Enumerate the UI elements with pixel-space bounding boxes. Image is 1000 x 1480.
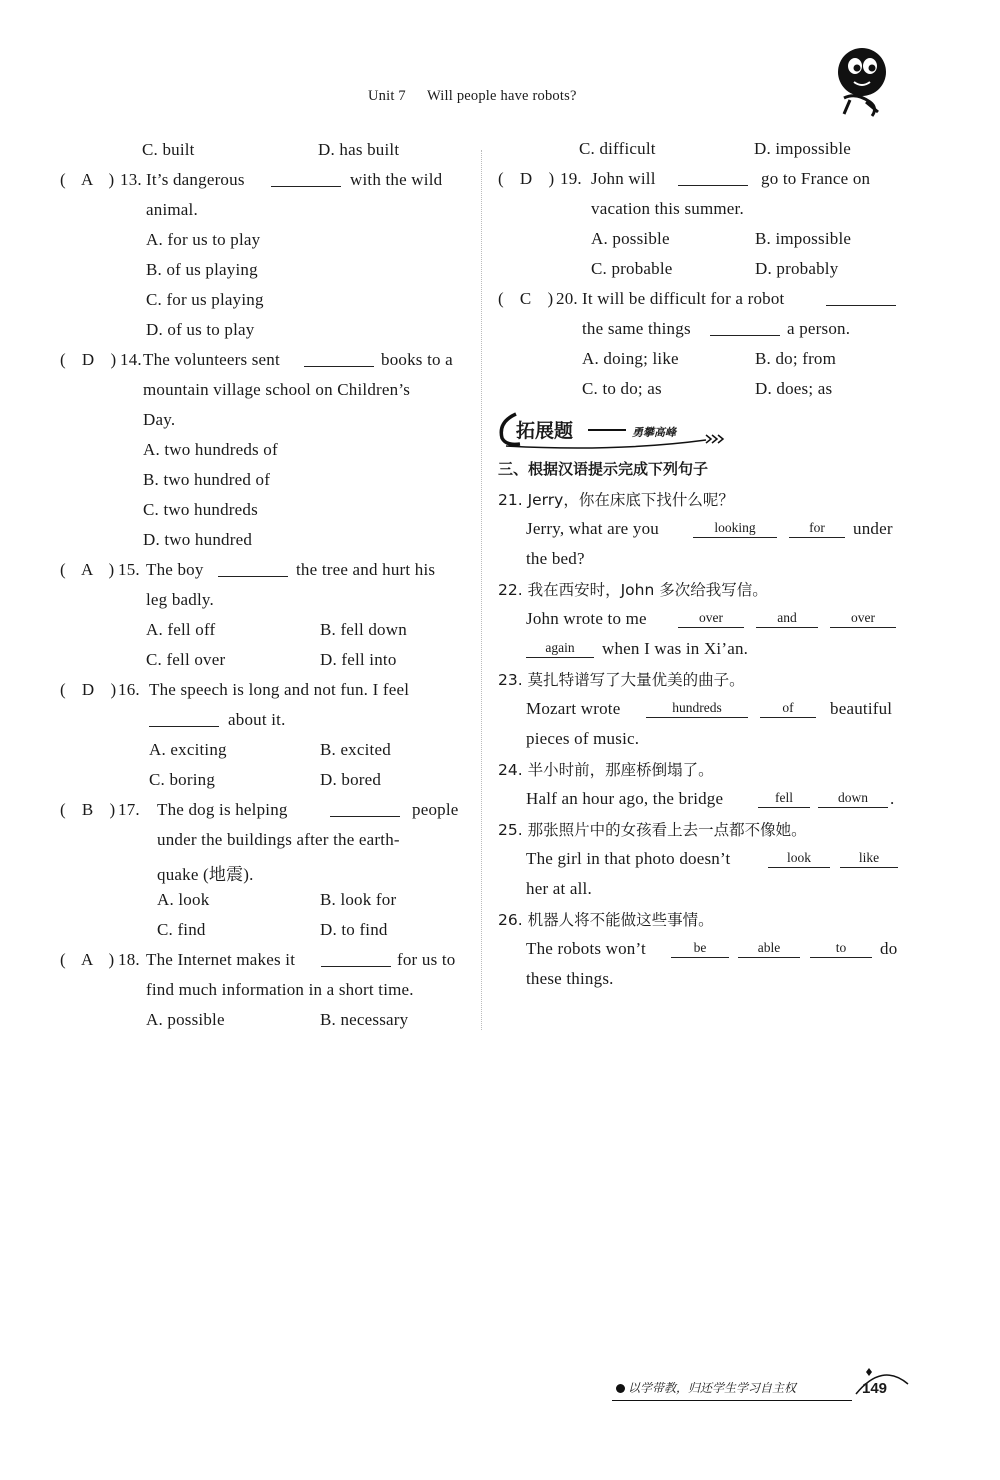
q16-text-b: about it. — [228, 710, 286, 729]
q21-fill-2: for — [789, 519, 845, 538]
q19-option-d: D. probably — [755, 259, 839, 278]
q17-answer: ( B ) — [60, 800, 122, 819]
q25-fill-1: look — [768, 849, 830, 868]
column-divider — [481, 150, 482, 1030]
q24-text-a: Half an hour ago, the bridge — [526, 789, 724, 808]
q19-text-c: vacation this summer. — [591, 199, 744, 218]
q18-option-a: A. possible — [146, 1010, 225, 1029]
q19-option-a: A. possible — [591, 229, 670, 248]
q19-text-b: go to France on — [761, 169, 871, 188]
q20-option-a: A. doing; like — [582, 349, 679, 368]
q13-text-a: It’s dangerous — [146, 170, 245, 189]
q14-option-a: A. two hundreds of — [143, 440, 278, 459]
q16-blank — [149, 712, 219, 727]
q20-option-b: B. do; from — [755, 349, 837, 368]
q23-text-b: beautiful — [830, 699, 893, 718]
q26-text-b: do — [880, 939, 898, 958]
q21-fill-1: looking — [693, 519, 777, 538]
q14-text-d: Day. — [143, 410, 176, 429]
section-heading: 三、根据汉语提示完成下列句子 — [498, 460, 709, 478]
q18-number: 18. — [118, 950, 140, 969]
bullet-icon — [616, 1384, 625, 1393]
q17-blank — [330, 802, 400, 817]
q15-text-b: the tree and hurt his — [296, 560, 436, 579]
q24-text-b: . — [890, 789, 895, 808]
q14-option-c: C. two hundreds — [143, 500, 258, 519]
q20-text-a: It will be difficult for a robot — [582, 289, 785, 308]
q13-number: 13. — [120, 170, 142, 189]
q23-chinese: 23. 莫扎特谱写了大量优美的曲子。 — [498, 671, 745, 689]
q17-text-a: The dog is helping — [157, 800, 288, 819]
q14-text-c: mountain village school on Children’s — [143, 380, 411, 399]
q14-text-b: books to a — [381, 350, 453, 369]
q22-fill-4: again — [526, 639, 594, 658]
q24-fill-1: fell — [758, 789, 810, 808]
q20-text-b: the same things — [582, 319, 691, 338]
q14-number: 14. — [120, 350, 142, 369]
q14-text-a: The volunteers sent — [143, 350, 280, 369]
q22-fill-3: over — [830, 609, 896, 628]
q18-text-b: for us to — [397, 950, 456, 969]
q15-option-b: B. fell down — [320, 620, 407, 639]
q26-fill-1: be — [671, 939, 729, 958]
q18-text-c: find much information in a short time. — [146, 980, 414, 999]
q16-answer: ( D ) — [60, 680, 123, 699]
q26-fill-2: able — [738, 939, 800, 958]
q16-option-b: B. excited — [320, 740, 391, 759]
q15-text-c: leg badly. — [146, 590, 214, 609]
q13-answer: ( A ) — [60, 170, 121, 189]
q17-text-b: people — [412, 800, 459, 819]
q13-text-b: with the wild — [350, 170, 443, 189]
q14-blank — [304, 352, 374, 367]
q12-option-d: D. has built — [318, 140, 400, 159]
q26-text-c: these things. — [526, 969, 614, 988]
q18-answer: ( A ) — [60, 950, 121, 969]
q15-text-a: The boy — [146, 560, 204, 579]
q18-option-b: B. necessary — [320, 1010, 409, 1029]
q17-text-c: under the buildings after the earth- — [157, 830, 400, 849]
q15-blank — [218, 562, 288, 577]
q15-number: 15. — [118, 560, 140, 579]
q25-fill-2: like — [840, 849, 898, 868]
q15-option-d: D. fell into — [320, 650, 397, 669]
q20-blank-1 — [826, 291, 896, 306]
q19-option-b: B. impossible — [755, 229, 852, 248]
q13-option-c: C. for us playing — [146, 290, 264, 309]
unit-label: Unit 7 — [368, 88, 406, 104]
q16-option-d: D. bored — [320, 770, 382, 789]
q19-option-c: C. probable — [591, 259, 673, 278]
q13-option-d: D. of us to play — [146, 320, 255, 339]
q24-fill-2: down — [818, 789, 888, 808]
q25-text-a: The girl in that photo doesn’t — [526, 849, 731, 868]
q17-option-b: B. look for — [320, 890, 397, 909]
q25-chinese: 25. 那张照片中的女孩看上去一点都不像她。 — [498, 821, 807, 839]
q18-option-d: D. impossible — [754, 139, 852, 158]
q14-option-d: D. two hundred — [143, 530, 253, 549]
q16-option-a: A. exciting — [149, 740, 227, 759]
q16-text-a: The speech is long and not fun. I feel — [149, 680, 410, 699]
q20-option-d: D. does; as — [755, 379, 833, 398]
q22-fill-1: over — [678, 609, 744, 628]
q15-option-c: C. fell over — [146, 650, 226, 669]
q23-fill-2: of — [760, 699, 816, 718]
q23-fill-1: hundreds — [646, 699, 748, 718]
q19-text-a: John will — [591, 169, 656, 188]
q22-text-a: John wrote to me — [526, 609, 647, 628]
q25-text-c: her at all. — [526, 879, 592, 898]
q21-text-c: the bed? — [526, 549, 585, 568]
q13-blank — [271, 172, 341, 187]
q15-answer: ( A ) — [60, 560, 121, 579]
q20-number: 20. — [556, 289, 578, 308]
q26-text-a: The robots won’t — [526, 939, 646, 958]
q18-blank — [321, 952, 391, 967]
q21-text-b: under — [853, 519, 893, 538]
q19-answer: ( D ) — [498, 169, 561, 188]
q17-text-d: quake (地震). — [157, 865, 254, 884]
q12-option-c: C. built — [142, 140, 195, 159]
q21-chinese: 21. Jerry，你在床底下找什么呢？ — [498, 491, 734, 509]
q26-fill-3: to — [810, 939, 872, 958]
footer-rule — [612, 1400, 852, 1401]
q23-text-c: pieces of music. — [526, 729, 640, 748]
q13-option-a: A. for us to play — [146, 230, 261, 249]
footer-slogan: 以学带教，归还学生学习自主权 — [628, 1381, 797, 1395]
q17-option-c: C. find — [157, 920, 206, 939]
q22-text-b: when I was in Xi’an. — [602, 639, 749, 658]
q22-chinese: 22. 我在西安时，John 多次给我写信。 — [498, 581, 768, 599]
unit-title: Will people have robots? — [427, 88, 577, 104]
q20-option-c: C. to do; as — [582, 379, 662, 398]
q17-number: 17. — [118, 800, 140, 819]
banner-title: 拓展题 — [516, 420, 574, 442]
q17-option-a: A. look — [157, 890, 210, 909]
q21-text-a: Jerry, what are you — [526, 519, 659, 538]
q23-text-a: Mozart wrote — [526, 699, 621, 718]
q13-option-b: B. of us playing — [146, 260, 258, 279]
q24-chinese: 24. 半小时前，那座桥倒塌了。 — [498, 761, 714, 779]
q22-fill-2: and — [756, 609, 818, 628]
q15-option-a: A. fell off — [146, 620, 216, 639]
page-number: 149 — [862, 1380, 888, 1397]
q14-option-b: B. two hundred of — [143, 470, 271, 489]
q16-option-c: C. boring — [149, 770, 216, 789]
q20-text-c: a person. — [787, 319, 851, 338]
banner-subtitle: 勇攀高峰 — [632, 426, 676, 439]
q18-option-c: C. difficult — [579, 139, 656, 158]
q16-number: 16. — [118, 680, 140, 699]
q18-text-a: The Internet makes it — [146, 950, 296, 969]
q20-blank-2 — [710, 321, 780, 336]
q17-option-d: D. to find — [320, 920, 388, 939]
q26-chinese: 26. 机器人将不能做这些事情。 — [498, 911, 714, 929]
q14-answer: ( D ) — [60, 350, 123, 369]
mascot-icon — [826, 42, 896, 120]
q13-text-c: animal. — [146, 200, 198, 219]
q19-blank — [678, 171, 748, 186]
q20-answer: ( C ) — [498, 289, 560, 308]
q19-number: 19. — [560, 169, 582, 188]
